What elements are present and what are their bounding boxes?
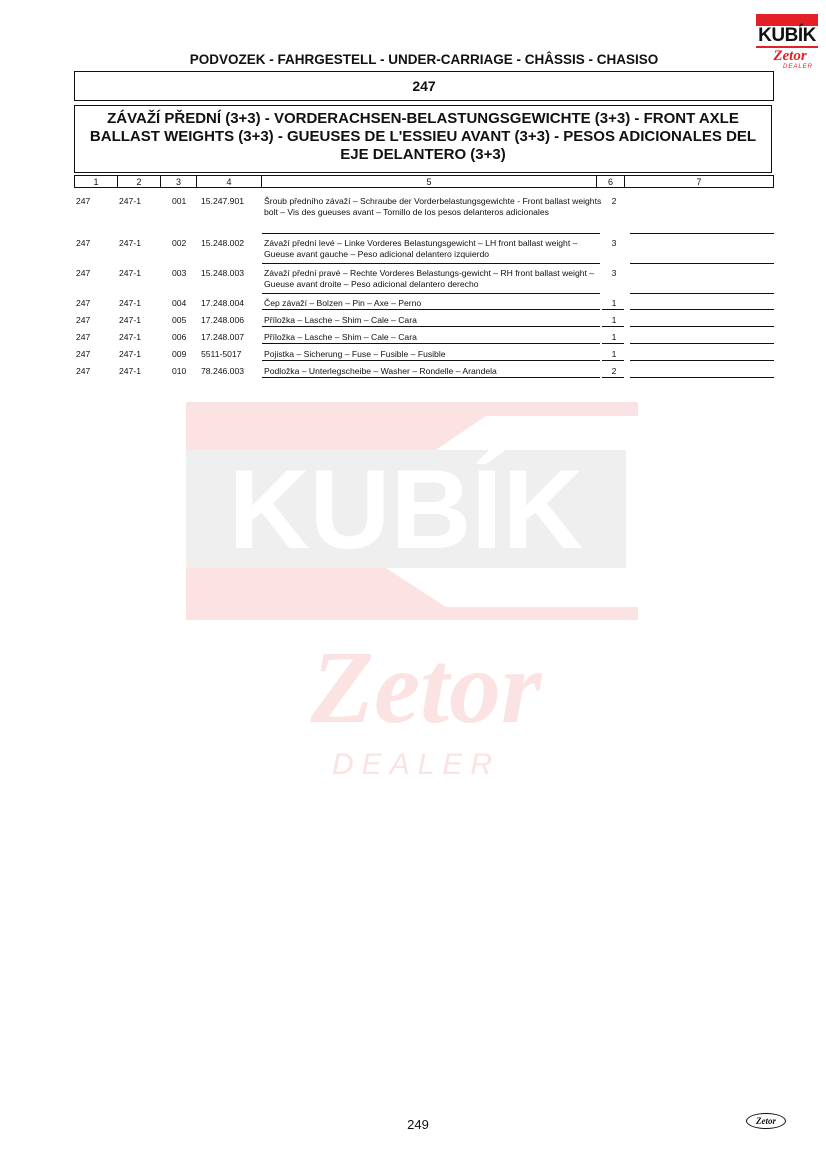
table-row bbox=[74, 298, 774, 310]
row-divider bbox=[630, 377, 774, 378]
cell-part-number: 17.248.006 bbox=[201, 315, 245, 325]
cell-quantity: 3 bbox=[611, 238, 617, 248]
watermark-dealer-text: DEALER bbox=[331, 748, 501, 781]
row-divider bbox=[630, 263, 774, 264]
cell-quantity: 1 bbox=[611, 315, 617, 325]
cell-group: 247 bbox=[76, 349, 91, 359]
table-row bbox=[74, 332, 774, 344]
row-divider bbox=[630, 326, 774, 327]
cell-part-number: 15.248.003 bbox=[201, 268, 245, 278]
cell-quantity: 1 bbox=[611, 349, 617, 359]
row-divider bbox=[262, 326, 600, 327]
cell-group: 247 bbox=[76, 332, 91, 342]
cell-figure: 247-1 bbox=[119, 349, 141, 359]
watermark-bottom-band bbox=[186, 568, 638, 620]
column-header-4: 4 bbox=[196, 175, 261, 188]
row-divider bbox=[262, 309, 600, 310]
cell-figure: 247-1 bbox=[119, 332, 141, 342]
cell-group: 247 bbox=[76, 196, 91, 206]
cell-position: 003 bbox=[172, 268, 187, 278]
cell-description: Čep závaží – Bolzen – Pin – Axe – Perno bbox=[264, 298, 422, 308]
cell-position: 004 bbox=[172, 298, 187, 308]
page-header-title: PODVOZEK - FAHRGESTELL - UNDER-CARRIAGE - CHÂSSIS - CHASISO bbox=[189, 52, 659, 67]
page-number: 249 bbox=[407, 1117, 429, 1132]
section-title-box: ZÁVAŽÍ PŘEDNÍ (3+3) - VORDERACHSEN-BELASTUNGSGEWICHTE (3+3) - FRONT AXLE BALLAST WEIGHTS (3+3) - GUEUSES DE L'ESSIEU AVANT (3+3) - PESOS ADICIONALES DEL EJE DELANTERO (3+3) bbox=[74, 105, 772, 173]
cell-position: 001 bbox=[172, 196, 187, 206]
column-header-6: 6 bbox=[596, 175, 624, 188]
cell-group: 247 bbox=[76, 366, 91, 376]
table-row bbox=[74, 315, 774, 327]
cell-quantity: 2 bbox=[611, 366, 617, 376]
cell-figure: 247-1 bbox=[119, 196, 141, 206]
row-divider bbox=[630, 293, 774, 294]
column-header-5: 5 bbox=[261, 175, 596, 188]
cell-part-number: 15.248.002 bbox=[201, 238, 245, 248]
footer-zetor-logo: Zetor bbox=[746, 1113, 786, 1129]
logo-brand-text: KUBÍK bbox=[756, 26, 818, 46]
column-header-2: 2 bbox=[117, 175, 160, 188]
column-header-7: 7 bbox=[624, 175, 774, 188]
cell-position: 010 bbox=[172, 366, 187, 376]
row-divider bbox=[602, 309, 624, 310]
kubik-zetor-watermark bbox=[186, 402, 638, 782]
row-divider bbox=[262, 343, 600, 344]
row-divider bbox=[602, 343, 624, 344]
row-divider bbox=[602, 326, 624, 327]
cell-group: 247 bbox=[76, 268, 91, 278]
row-divider bbox=[630, 309, 774, 310]
cell-quantity: 2 bbox=[611, 196, 617, 206]
cell-description: Závaží přední levé – Linke Vorderes Belastungsgewicht – LH front ballast weight – Gueuse avant gauche – Peso adicional delantero izquierdo bbox=[264, 238, 578, 259]
cell-position: 006 bbox=[172, 332, 187, 342]
cell-group: 247 bbox=[76, 298, 91, 308]
cell-description: Příložka – Lasche – Shim – Cale – Cara bbox=[264, 332, 417, 342]
table-row bbox=[74, 196, 774, 234]
cell-part-number: 17.248.007 bbox=[201, 332, 245, 342]
watermark-brand-text: KUBÍK bbox=[228, 447, 584, 572]
cell-position: 005 bbox=[172, 315, 187, 325]
cell-quantity: 1 bbox=[611, 332, 617, 342]
row-divider bbox=[262, 233, 600, 234]
cell-quantity: 1 bbox=[611, 298, 617, 308]
column-header-1: 1 bbox=[74, 175, 117, 188]
logo-dealer-text: DEALER bbox=[782, 64, 813, 70]
row-divider bbox=[262, 360, 600, 361]
cell-part-number: 5511-5017 bbox=[201, 349, 242, 359]
cell-part-number: 15.247.901 bbox=[201, 196, 245, 206]
table-row bbox=[74, 366, 774, 378]
table-row bbox=[74, 238, 774, 264]
watermark-zetor-text: Zetor bbox=[310, 630, 542, 745]
cell-quantity: 3 bbox=[611, 268, 617, 278]
table-row bbox=[74, 268, 774, 294]
row-divider bbox=[630, 360, 774, 361]
cell-figure: 247-1 bbox=[119, 366, 141, 376]
cell-description: Pojistka – Sicherung – Fuse – Fusible – Fusible bbox=[264, 349, 446, 359]
cell-part-number: 17.248.004 bbox=[201, 298, 245, 308]
table-row bbox=[74, 349, 774, 361]
cell-position: 009 bbox=[172, 349, 187, 359]
row-divider bbox=[602, 377, 624, 378]
cell-description: Příložka – Lasche – Shim – Cale – Cara bbox=[264, 315, 417, 325]
row-divider bbox=[262, 263, 600, 264]
row-divider bbox=[262, 293, 600, 294]
cell-description: Šroub předního závaží – Schraube der Vorderbelastungsgewichte - Front ballast weights bolt – Vis des gueuses avant – Tornillo de los pesos delanteros adicionales bbox=[264, 196, 602, 217]
row-divider bbox=[262, 377, 600, 378]
row-divider bbox=[630, 233, 774, 234]
cell-description: Podložka – Unterlegscheibe – Washer – Rondelle – Arandela bbox=[264, 366, 497, 376]
row-divider bbox=[602, 360, 624, 361]
row-divider bbox=[630, 343, 774, 344]
cell-figure: 247-1 bbox=[119, 315, 141, 325]
cell-group: 247 bbox=[76, 315, 91, 325]
cell-figure: 247-1 bbox=[119, 268, 141, 278]
cell-group: 247 bbox=[76, 238, 91, 248]
logo-zetor-text: Zetor bbox=[773, 48, 807, 64]
cell-figure: 247-1 bbox=[119, 238, 141, 248]
cell-description: Závaží přední pravé – Rechte Vorderes Belastungs-gewicht – RH front ballast weight – Gueuse avant droite – Peso adicional delantero derecho bbox=[264, 268, 595, 289]
cell-part-number: 78.246.003 bbox=[201, 366, 245, 376]
group-number-box: 247 bbox=[74, 71, 774, 101]
column-header-3: 3 bbox=[160, 175, 196, 188]
cell-figure: 247-1 bbox=[119, 298, 141, 308]
cell-position: 002 bbox=[172, 238, 187, 248]
table-header bbox=[74, 175, 774, 188]
